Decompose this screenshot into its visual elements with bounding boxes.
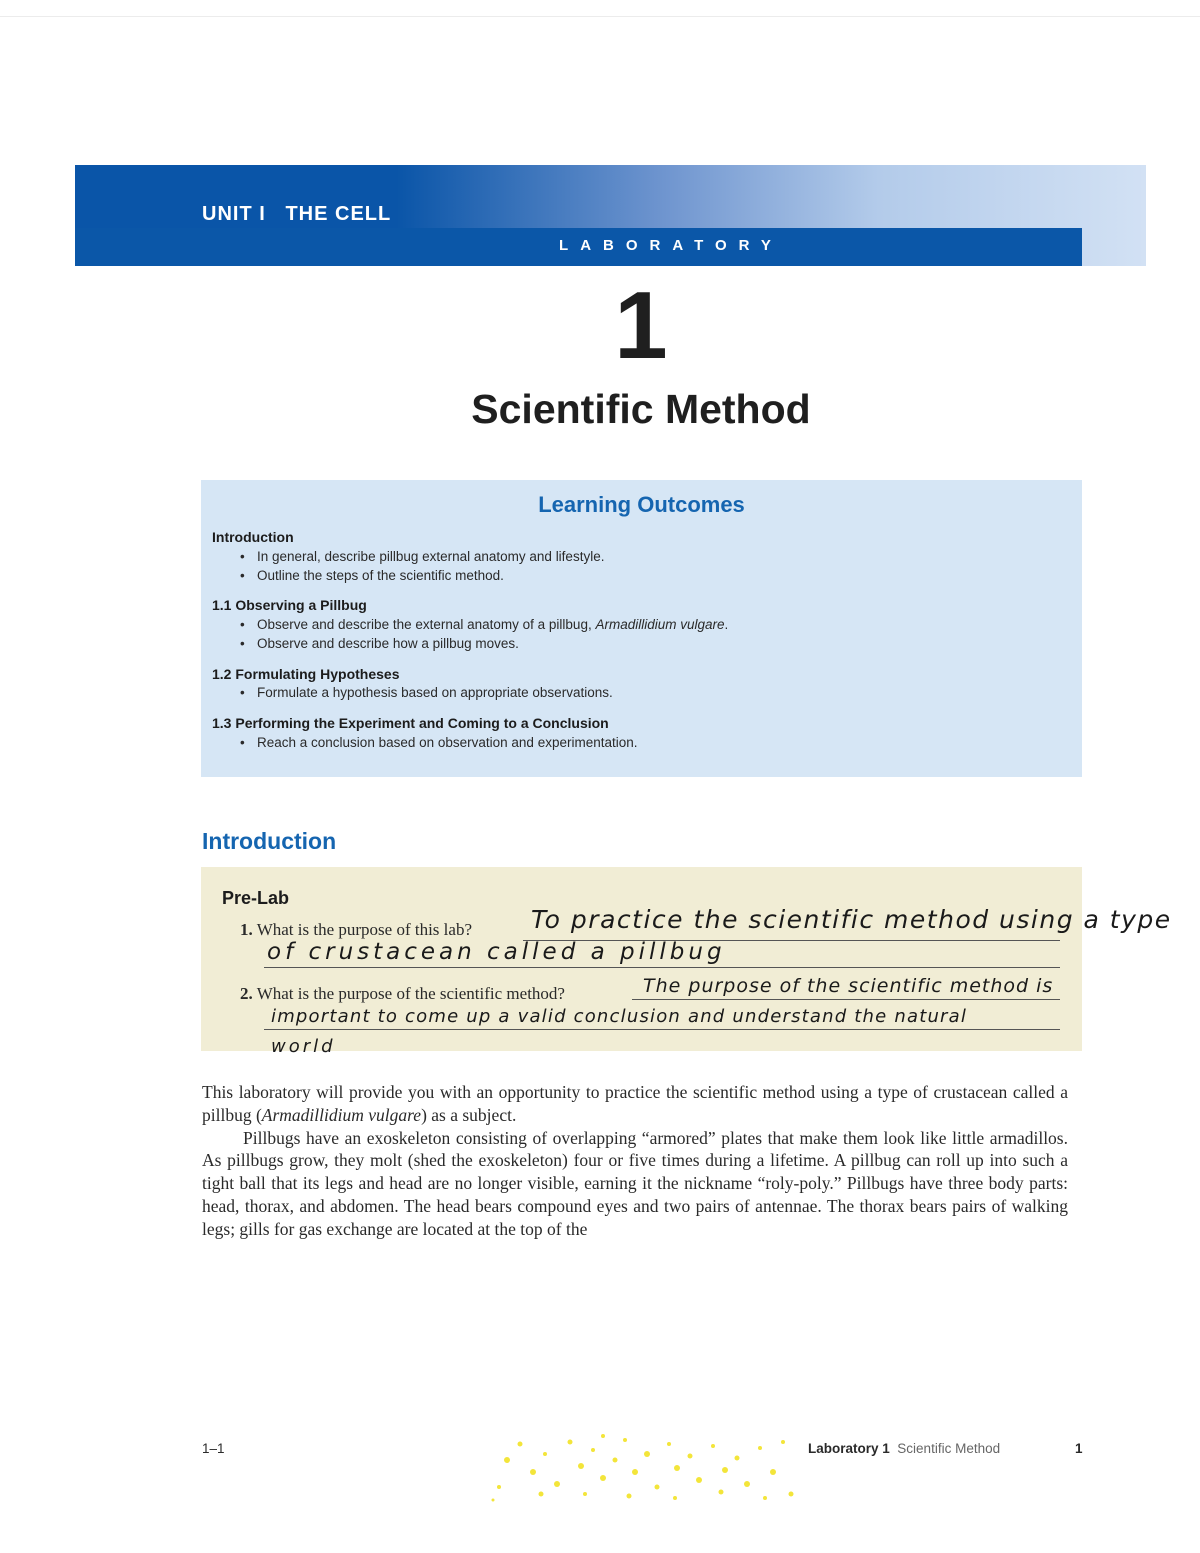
intro-paragraph: Pillbugs have an exoskeleton consisting of overlapping “armored” plates that make them look like little armadillos. As pillbugs grow, they molt (shed the exoskeleton) four or five times during a lifetime. A pillbug can roll up into such a tight ball that its legs and head are no longer visible, earning it the nickname “roly-poly.” Pillbugs have three body parts: head, thorax, and abdomen. The head bears compound eyes and two pairs of antennae. The thorax bears pairs of walking legs; gills for gas exchange are located at the top of the — [202, 1127, 1068, 1239]
page-title: Scientific Method — [471, 386, 811, 432]
intro-paragraph: This laboratory will provide you with an opportunity to practice the scientific method using a type of crustacean called a pillbug (Armadillidium vulgare) as a subject. — [202, 1082, 1068, 1125]
outcome-item: • Outline the steps of the scientific method. — [240, 568, 504, 583]
prelab-title: Pre-Lab — [222, 888, 290, 908]
handwritten-answer[interactable]: world — [271, 1036, 336, 1057]
page-code: 1–1 — [202, 1441, 225, 1456]
handwritten-answer[interactable]: important to come up a valid conclusion and understand the natural — [271, 1006, 968, 1027]
outcome-item: • Observe and describe the external anatomy of a pillbug, Armadillidium vulgare. — [240, 617, 729, 632]
unit-label — [202, 203, 391, 226]
outcome-item: • Observe and describe how a pillbug moves. — [240, 636, 519, 651]
laboratory-label: LABORATORY — [559, 237, 783, 254]
outcome-section-heading: 1.2 Formulating Hypotheses — [212, 666, 400, 682]
outcome-section-heading: 1.1 Observing a Pillbug — [212, 597, 367, 613]
learning-outcomes-title: Learning Outcomes — [538, 492, 745, 517]
introduction-body — [202, 1081, 1068, 1241]
handwritten-answer[interactable]: To practice the scientific method using a type — [531, 905, 1172, 934]
outcome-section-heading: Introduction — [212, 529, 294, 545]
unit-number: UNIT I — [202, 203, 266, 225]
footer-lab-ref: Laboratory 1 — [808, 1441, 890, 1456]
lab-number: 1 — [614, 272, 668, 379]
handwritten-answer[interactable]: of crustacean called a pillbug — [267, 939, 726, 965]
answer-line — [264, 1029, 1060, 1030]
running-footer — [808, 1441, 1000, 1456]
highlight-dots-decoration — [485, 1432, 805, 1507]
prelab-question-1: 1. What is the purpose of this lab? — [240, 920, 472, 939]
outcome-item: • Formulate a hypothesis based on appropriate observations. — [240, 685, 613, 700]
species-name: Armadillidium vulgare — [261, 1104, 422, 1125]
footer-lab-name: Scientific Method — [897, 1441, 1001, 1456]
handwritten-answer[interactable]: The purpose of the scientific method is — [643, 975, 1054, 997]
answer-line — [632, 999, 1060, 1000]
page-top-rule — [0, 16, 1200, 17]
species-name: Armadillidium vulgare — [595, 617, 725, 632]
learning-outcomes-box — [201, 480, 1082, 777]
outcome-item: • In general, describe pillbug external anatomy and lifestyle. — [240, 549, 605, 564]
outcome-item: • Reach a conclusion based on observation and experimentation. — [240, 735, 638, 750]
laboratory-bar — [75, 228, 1082, 266]
prelab-question-2: 2. What is the purpose of the scientific method? — [240, 984, 565, 1003]
introduction-heading: Introduction — [202, 828, 337, 854]
prelab-box — [201, 867, 1172, 1057]
outcome-section-heading: 1.3 Performing the Experiment and Coming to a Conclusion — [212, 715, 609, 731]
answer-line — [264, 967, 1060, 968]
unit-title: THE CELL — [285, 203, 392, 225]
page-number: 1 — [1075, 1441, 1083, 1456]
